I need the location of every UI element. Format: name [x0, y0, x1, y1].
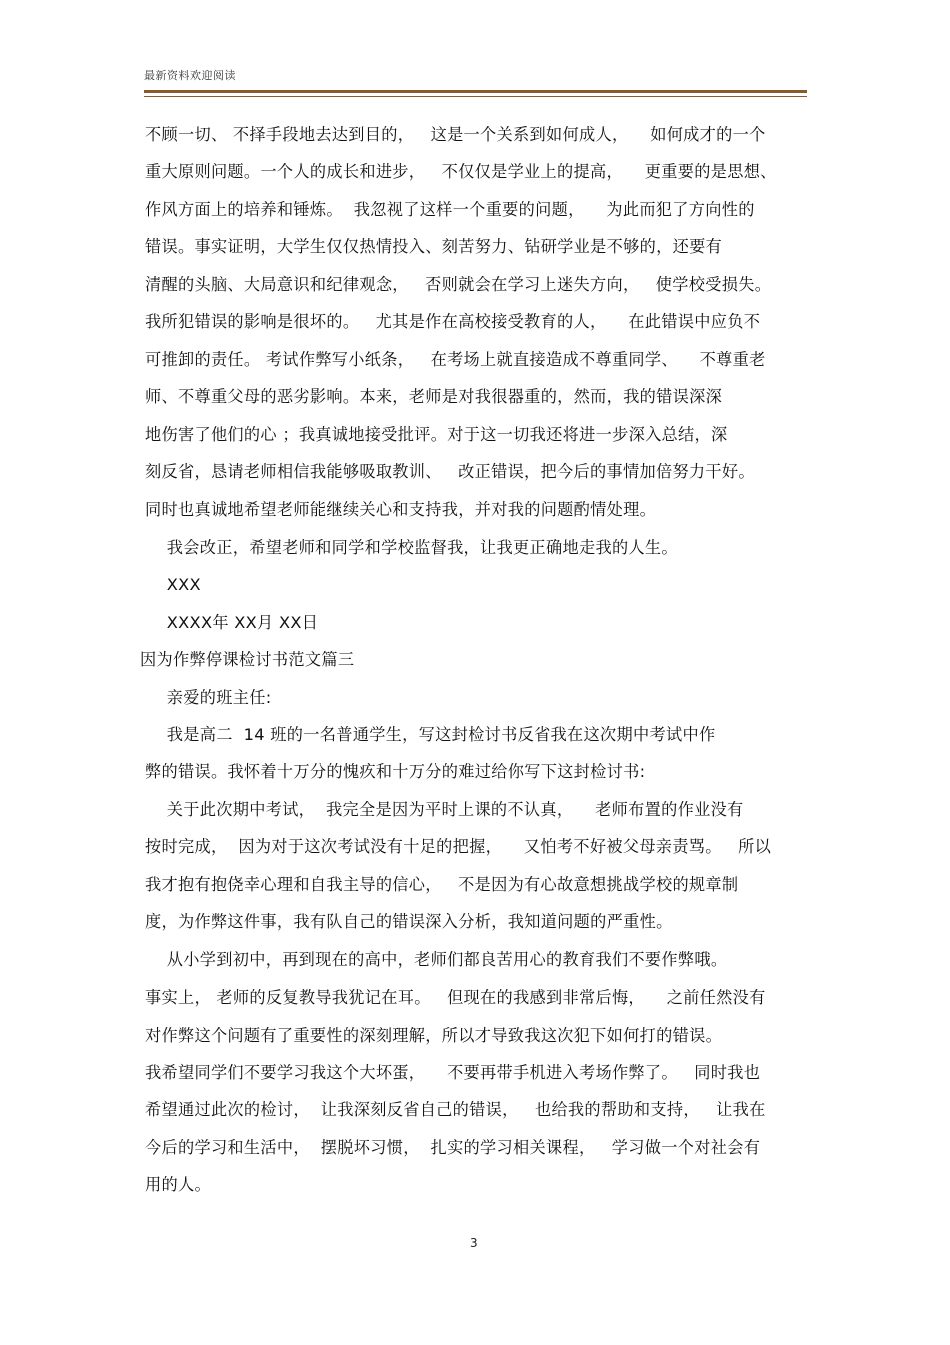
body-line: 亲爱的班主任: — [145, 688, 272, 707]
body-line: 因为作弊停课检讨书范文篇三 — [140, 650, 355, 669]
header-rule-thick — [144, 90, 807, 93]
body-line: 刻反省，恳请老师相信我能够吸取教训、 改正错误，把今后的事情加倍努力干好。 — [145, 462, 755, 481]
body-line: 按时完成， 因为对于这次考试没有十足的把握， 又怕考不好被父母亲责骂。 所以 — [145, 837, 772, 856]
body-line: 可推卸的责任。 考试作弊写小纸条， 在考场上就直接造成不尊重同学、 不尊重老 — [145, 350, 766, 369]
body-line: 度，为作弊这件事，我有队自己的错误深入分析，我知道问题的严重性。 — [145, 912, 673, 931]
body-line: 作风方面上的培养和锤炼。 我忽视了这样一个重要的问题， 为此而犯了方向性的 — [145, 200, 755, 219]
body-line: 我所犯错误的影响是很坏的。 尤其是作在高校接受教育的人， 在此错误中应负不 — [145, 312, 761, 331]
body-line: 用的人。 — [145, 1175, 211, 1194]
body-line: XXX — [145, 575, 201, 594]
body-line: 希望通过此次的检讨， 让我深刻反省自己的错误， 也给我的帮助和支持， 让我在 — [145, 1100, 766, 1119]
body-line: 事实上， 老师的反复教导我犹记在耳。 但现在的我感到非常后悔， 之前任然没有 — [145, 988, 766, 1007]
page-number: 3 — [470, 1236, 478, 1250]
body-line: 同时也真诚地希望老师能继续关心和支持我，并对我的问题酌情处理。 — [145, 500, 657, 519]
body-line: 清醒的头脑、大局意识和纪律观念， 否则就会在学习上迷失方向， 使学校受损失。 — [145, 275, 772, 294]
body-line: 不顾一切、 不择手段地去达到目的， 这是一个关系到如何成人， 如何成才的一个 — [145, 125, 766, 144]
body-line: 地伤害了他们的心 ；我真诚地接受批评。对于这一切我还将进一步深入总结，深 — [145, 425, 728, 444]
body-line: 关于此次期中考试， 我完全是因为平时上课的不认真， 老师布置的作业没有 — [145, 800, 744, 819]
body-line: 对作弊这个问题有了重要性的深刻理解，所以才导致我这次犯下如何打的错误。 — [145, 1026, 723, 1045]
body-line: 弊的错误。我怀着十万分的愧疚和十万分的难过给你写下这封检讨书: — [145, 762, 646, 781]
body-line: 从小学到初中，再到现在的高中，老师们都良苦用心的教育我们不要作弊哦。 — [145, 950, 728, 969]
body-line: 我才抱有抱侥幸心理和自我主导的信心， 不是因为有心故意想挑战学校的规章制 — [145, 875, 739, 894]
body-line: 重大原则问题。一个人的成长和进步， 不仅仅是学业上的提高， 更重要的是思想、 — [145, 162, 777, 181]
body-line: 我会改正，希望老师和同学和学校监督我，让我更正确地走我的人生。 — [145, 538, 678, 557]
body-line: 今后的学习和生活中， 摆脱坏习惯， 扎实的学习相关课程， 学习做一个对社会有 — [145, 1138, 761, 1157]
body-line: 我希望同学们不要学习我这个大坏蛋， 不要再带手机进入考场作弊了。 同时我也 — [145, 1063, 761, 1082]
body-line: XXXX年 XX月 XX日 — [145, 613, 319, 632]
body-line: 错误。事实证明，大学生仅仅热情投入、刻苦努力、钻研学业是不够的，还要有 — [145, 237, 723, 256]
page-header-title: 最新资料欢迎阅读 — [144, 69, 236, 82]
body-line: 我是高二 14 班的一名普通学生，写这封检讨书反省我在这次期中考试中作 — [145, 725, 716, 744]
body-line: 师、不尊重父母的恶劣影响。本来，老师是对我很器重的，然而，我的错误深深 — [145, 387, 723, 406]
header-rule-thin — [144, 96, 807, 97]
